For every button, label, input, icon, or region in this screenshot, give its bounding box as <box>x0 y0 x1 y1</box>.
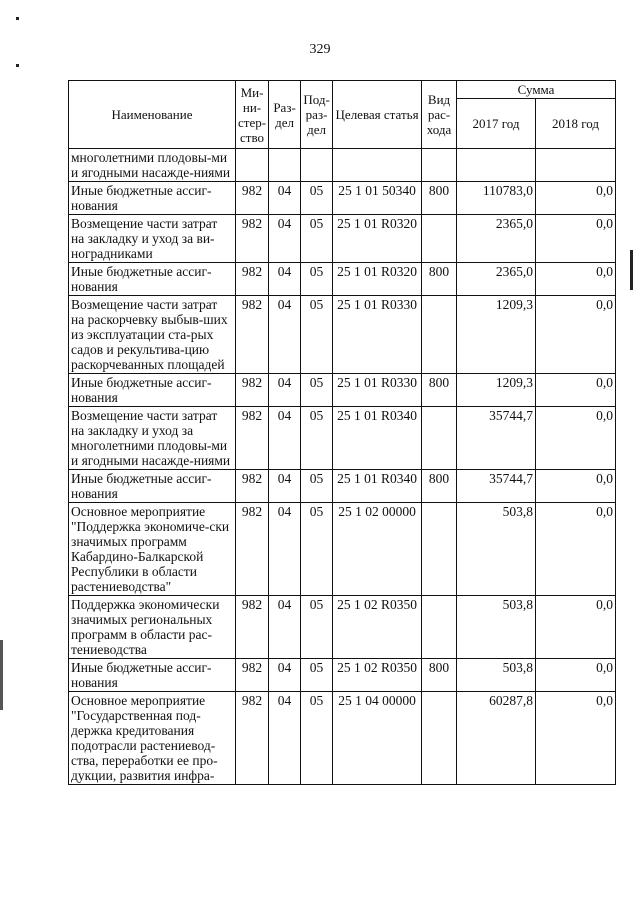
cell-2018: 0,0 <box>536 296 616 374</box>
cell-target: 25 1 02 R0350 <box>333 596 422 659</box>
cell-name: Иные бюджетные ассиг-нования <box>69 470 236 503</box>
cell-ministry: 982 <box>236 692 269 785</box>
scan-mark <box>16 64 19 67</box>
cell-section: 04 <box>269 470 301 503</box>
cell-section: 04 <box>269 596 301 659</box>
cell-2017: 503,8 <box>457 596 536 659</box>
cell-subsection: 05 <box>301 596 333 659</box>
cell-type: 800 <box>422 263 457 296</box>
cell-ministry: 982 <box>236 596 269 659</box>
cell-name: Основное мероприятие "Государственная под-держка кредитования подотрасли растениевод-ства, переработки ее про-дукции, развития инфра- <box>69 692 236 785</box>
cell-section: 04 <box>269 182 301 215</box>
cell-subsection: 05 <box>301 503 333 596</box>
cell-ministry: 982 <box>236 215 269 263</box>
cell-ministry: 982 <box>236 470 269 503</box>
cell-section: 04 <box>269 503 301 596</box>
cell-ministry: 982 <box>236 407 269 470</box>
cell-target: 25 1 01 R0330 <box>333 374 422 407</box>
cell-subsection: 05 <box>301 263 333 296</box>
header-year-2017: 2017 год <box>457 99 536 149</box>
cell-subsection: 05 <box>301 692 333 785</box>
cell-subsection: 05 <box>301 407 333 470</box>
table-row <box>69 692 616 785</box>
cell-subsection: 05 <box>301 374 333 407</box>
cell-section: 04 <box>269 407 301 470</box>
cell-type: 800 <box>422 374 457 407</box>
cell-2018: 0,0 <box>536 215 616 263</box>
cell-section: 04 <box>269 374 301 407</box>
header-name: Наименование <box>69 81 236 149</box>
cell-2018: 0,0 <box>536 503 616 596</box>
cell-type <box>422 296 457 374</box>
cell-type <box>422 596 457 659</box>
cell-2018: 0,0 <box>536 374 616 407</box>
table-row <box>69 296 616 374</box>
cell-type <box>422 215 457 263</box>
cell-2018: 0,0 <box>536 596 616 659</box>
table-row <box>69 503 616 596</box>
header-expense-type: Вид рас-хода <box>422 81 457 149</box>
scan-mark <box>0 640 3 710</box>
cell-subsection: 05 <box>301 659 333 692</box>
cell-section: 04 <box>269 296 301 374</box>
cell-2018: 0,0 <box>536 692 616 785</box>
cell-target: 25 1 01 R0330 <box>333 296 422 374</box>
budget-table <box>68 80 616 785</box>
cell-target: 25 1 02 00000 <box>333 503 422 596</box>
header-ministry: Ми-ни-стер-ство <box>236 81 269 149</box>
scan-mark <box>630 250 633 290</box>
header-year-2018: 2018 год <box>536 99 616 149</box>
cell-name: Иные бюджетные ассиг-нования <box>69 659 236 692</box>
cell-2018: 0,0 <box>536 407 616 470</box>
cell-ministry: 982 <box>236 263 269 296</box>
cell-2017: 503,8 <box>457 659 536 692</box>
cell-type: 800 <box>422 659 457 692</box>
cell-2018: 0,0 <box>536 470 616 503</box>
cell-ministry: 982 <box>236 374 269 407</box>
cell-ministry: 982 <box>236 296 269 374</box>
cell-name: Возмещение части затрат на закладку и уход за ви-ноградниками <box>69 215 236 263</box>
table-row <box>69 596 616 659</box>
cell-2017: 35744,7 <box>457 407 536 470</box>
table-row <box>69 374 616 407</box>
cell-name: Иные бюджетные ассиг-нования <box>69 263 236 296</box>
cell-target: 25 1 01 R0340 <box>333 407 422 470</box>
cell-type <box>422 503 457 596</box>
cell-ministry <box>236 149 269 182</box>
cell-type <box>422 692 457 785</box>
cell-2017: 1209,3 <box>457 296 536 374</box>
cell-2017: 503,8 <box>457 503 536 596</box>
cell-target: 25 1 02 R0350 <box>333 659 422 692</box>
cell-2017: 1209,3 <box>457 374 536 407</box>
cell-name: Основное мероприятие "Поддержка экономиче-ски значимых программ Кабардино-Балкарской Республики в области растениеводства" <box>69 503 236 596</box>
header-sum: Сумма <box>457 81 616 99</box>
cell-section: 04 <box>269 659 301 692</box>
header-target: Целевая статья <box>333 81 422 149</box>
cell-subsection: 05 <box>301 215 333 263</box>
cell-target <box>333 149 422 182</box>
cell-2018 <box>536 149 616 182</box>
cell-target: 25 1 04 00000 <box>333 692 422 785</box>
cell-2017: 110783,0 <box>457 182 536 215</box>
table-row <box>69 407 616 470</box>
cell-target: 25 1 01 R0320 <box>333 215 422 263</box>
cell-name: Возмещение части затрат на раскорчевку выбыв-ших из эксплуатации ста-рых садов и рекультива-цию раскорчеванных площадей <box>69 296 236 374</box>
table-row <box>69 215 616 263</box>
cell-type: 800 <box>422 470 457 503</box>
cell-2018: 0,0 <box>536 263 616 296</box>
cell-2017 <box>457 149 536 182</box>
cell-target: 25 1 01 50340 <box>333 182 422 215</box>
cell-name: многолетними плодовы-ми и ягодными насажде-ниями <box>69 149 236 182</box>
cell-subsection: 05 <box>301 182 333 215</box>
cell-ministry: 982 <box>236 503 269 596</box>
cell-2018: 0,0 <box>536 182 616 215</box>
table-row <box>69 659 616 692</box>
header-subsection: Под-раз-дел <box>301 81 333 149</box>
cell-target: 25 1 01 R0340 <box>333 470 422 503</box>
cell-type <box>422 407 457 470</box>
cell-2017: 35744,7 <box>457 470 536 503</box>
table-row <box>69 182 616 215</box>
scan-mark <box>16 17 19 20</box>
cell-section: 04 <box>269 263 301 296</box>
cell-2017: 2365,0 <box>457 215 536 263</box>
cell-2018: 0,0 <box>536 659 616 692</box>
table-row <box>69 470 616 503</box>
cell-type: 800 <box>422 182 457 215</box>
cell-ministry: 982 <box>236 182 269 215</box>
cell-subsection <box>301 149 333 182</box>
header-section: Раз-дел <box>269 81 301 149</box>
table-row <box>69 149 616 182</box>
cell-name: Возмещение части затрат на закладку и уход за многолетними плодовы-ми и ягодными насажде-ниями <box>69 407 236 470</box>
cell-target: 25 1 01 R0320 <box>333 263 422 296</box>
cell-name: Иные бюджетные ассиг-нования <box>69 182 236 215</box>
cell-2017: 2365,0 <box>457 263 536 296</box>
cell-name: Иные бюджетные ассиг-нования <box>69 374 236 407</box>
cell-subsection: 05 <box>301 296 333 374</box>
cell-section <box>269 149 301 182</box>
page-number: 329 <box>309 42 331 57</box>
cell-subsection: 05 <box>301 470 333 503</box>
cell-section: 04 <box>269 215 301 263</box>
cell-ministry: 982 <box>236 659 269 692</box>
cell-2017: 60287,8 <box>457 692 536 785</box>
cell-name: Поддержка экономически значимых региональных программ в области рас-тениеводства <box>69 596 236 659</box>
cell-section: 04 <box>269 692 301 785</box>
table-row <box>69 263 616 296</box>
cell-type <box>422 149 457 182</box>
